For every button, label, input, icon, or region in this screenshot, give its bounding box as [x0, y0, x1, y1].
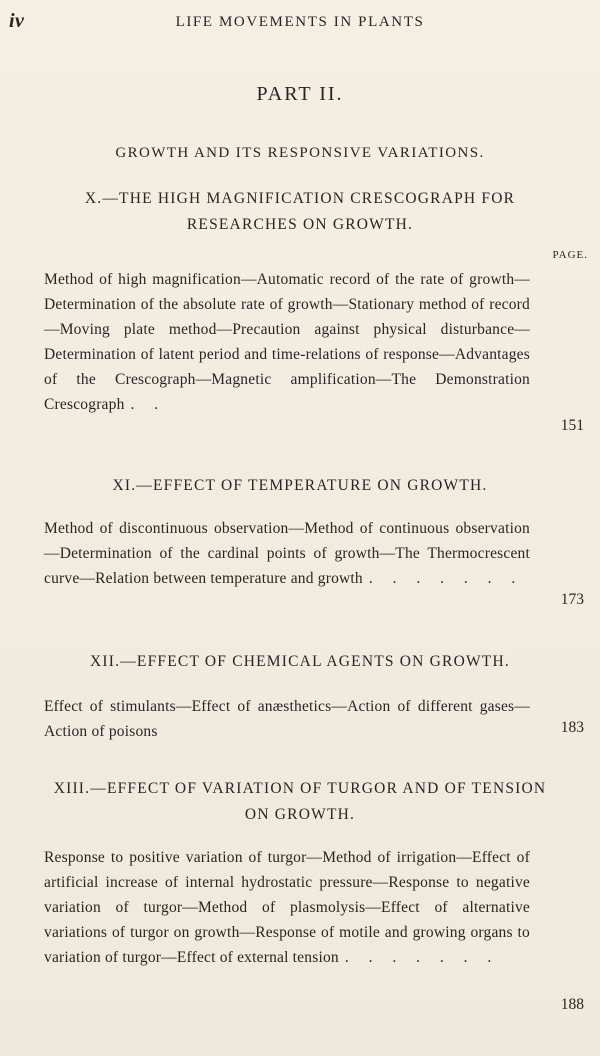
- part-subtitle: GROWTH AND ITS RESPONSIVE VARIATIONS.: [115, 145, 485, 161]
- chapter-summary: [44, 694, 530, 744]
- summary-text: Method of high magnification—Automatic record of the rate of growth—Determination of the absolute rate of growth—Stationary method of record—Moving plate method—Precaution against physical disturbance—Determination of latent period and time-relations of response—Advantages of the Crescograph—Magnetic amplification—The Demonstration Crescograph: [44, 271, 530, 413]
- part-title: PART II.: [256, 83, 344, 105]
- chapter-summary: [44, 516, 530, 591]
- running-title: LIFE MOVEMENTS IN PLANTS: [175, 14, 425, 30]
- chapter-title-line: ON GROWTH.: [244, 806, 356, 823]
- summary-text: Method of discontinuous observation—Method of continuous observation—Determination of the cardinal points of growth—The Thermocrescent curve—Relation between temperature and growth: [44, 520, 530, 587]
- chapter-summary: [44, 845, 530, 970]
- page-reference: 183: [560, 719, 584, 736]
- chapter-title-line: XI.—EFFECT OF TEMPERATURE ON GROWTH.: [112, 477, 488, 494]
- chapter-title-line: XIII.—EFFECT OF VARIATION OF TURGOR AND OF TENSION: [53, 780, 547, 797]
- page-number: iv: [9, 10, 25, 32]
- dot-leaders: . .: [130, 396, 167, 413]
- chapter-title-line: X.—THE HIGH MAGNIFICATION CRESCOGRAPH FOR: [84, 190, 516, 207]
- chapter-title-line: XII.—EFFECT OF CHEMICAL AGENTS ON GROWTH.: [90, 653, 510, 670]
- page-reference: 151: [560, 417, 584, 434]
- summary-text: Effect of stimulants—Effect of anæsthetics—Action of different gases—Action of poisons: [44, 698, 530, 740]
- summary-text: Response to positive variation of turgor—Method of irrigation—Effect of artificial increase of internal hydrostatic pressure—Response to negative variation of turgor—Method of plasmolysis—Effect of alternative variations of turgor on growth—Response of motile and growing organs to variation of turgor—Effect of external tension: [44, 849, 530, 966]
- chapter-summary: [44, 267, 530, 417]
- chapter-title: [0, 473, 600, 499]
- chapter-title: [0, 776, 600, 828]
- chapter-title: [0, 186, 600, 238]
- chapter-title: [0, 649, 600, 675]
- chapter-title-line: RESEARCHES ON GROWTH.: [186, 216, 414, 233]
- page-reference: 188: [560, 996, 584, 1013]
- page-column-label: PAGE.: [552, 249, 588, 261]
- dot-leaders: . . . . . . .: [368, 570, 524, 587]
- page-reference: 173: [560, 591, 584, 608]
- dot-leaders: . . . . . . .: [344, 949, 500, 966]
